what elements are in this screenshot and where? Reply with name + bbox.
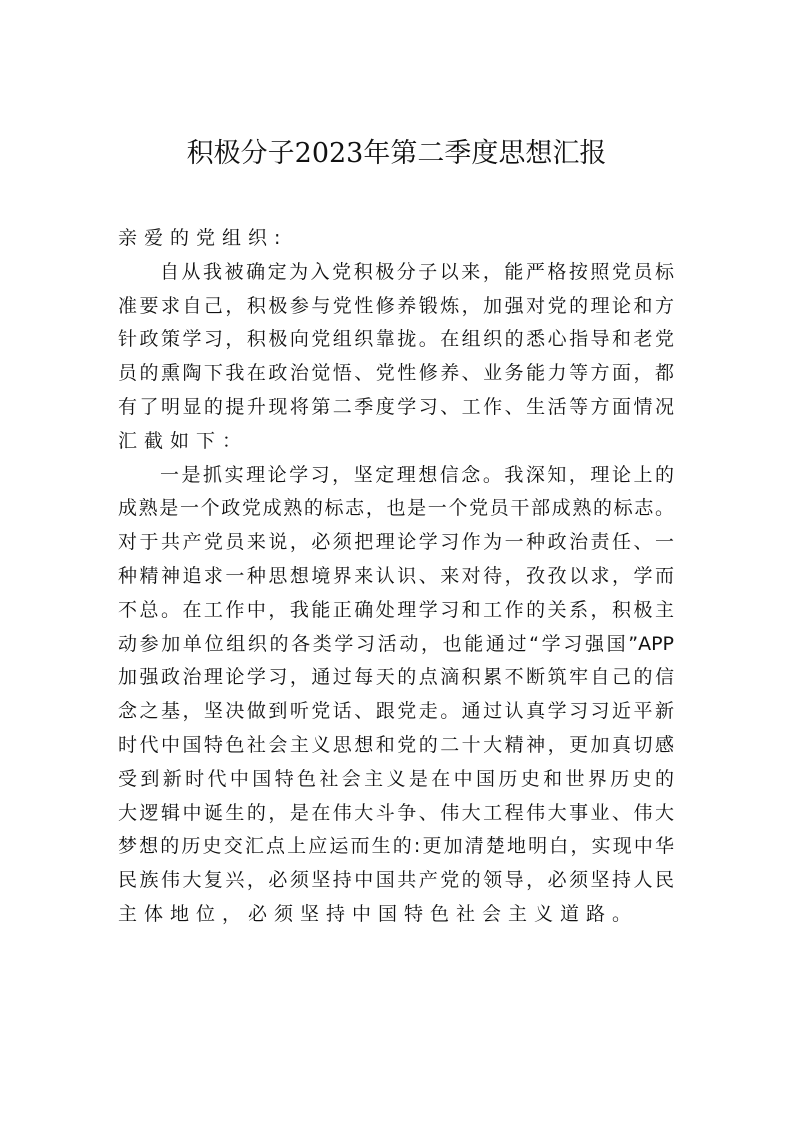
document-title: 积极分子2023年第二季度思想汇报 [186, 138, 607, 169]
paragraph-line: 加强政治理论学习，通过每天的点滴积累不断筑牢自己的信 [118, 666, 674, 689]
paragraph-line: 种精神追求一种思想境界来认识、来对待，孜孜以求，学而 [118, 564, 674, 587]
paragraph-line: 针政策学习，积极向党组织靠拢。在组织的悉心指导和老党 [118, 328, 674, 351]
paragraph-line: 动参加单位组织的各类学习活动，也能通过“学习强国”APP [118, 632, 674, 655]
paragraph-1 [118, 256, 674, 459]
paragraph-line: 受到新时代中国特色社会主义是在中国历史和世界历史的 [118, 767, 674, 790]
document-body [118, 222, 674, 932]
paragraph-line: 成熟是一个政党成熟的标志，也是一个党员干部成熟的标志。 [118, 497, 674, 520]
paragraph-line: 梦想的历史交汇点上应运而生的:更加清楚地明白，实现中华 [118, 835, 674, 858]
paragraph-line: 汇截如下： [118, 429, 249, 452]
paragraph-line: 不总。在工作中，我能正确处理学习和工作的关系，积极主 [118, 598, 674, 621]
paragraph-line: 准要求自己，积极参与党性修养锻炼，加强对党的理论和方 [118, 294, 674, 317]
paragraph-line: 民族伟大复兴，必须坚持中国共产党的领导，必须坚持人民 [118, 869, 674, 892]
paragraph-line: 主体地位，必须坚持中国特色社会主义道路。 [118, 902, 639, 925]
paragraph-line: 时代中国特色社会主义思想和党的二十大精神，更加真切感 [118, 733, 674, 756]
paragraph-line: 大逻辑中诞生的，是在伟大斗争、伟大工程伟大事业、伟大 [118, 801, 674, 824]
paragraph-line: 有了明显的提升现将第二季度学习、工作、生活等方面情况 [118, 395, 674, 418]
paragraph-line: 一是抓实理论学习，坚定理想信念。我深知，理论上的 [160, 463, 674, 486]
paragraph-2 [118, 459, 674, 932]
paragraph-line: 自从我被确定为入党积极分子以来，能严格按照党员标 [160, 260, 674, 283]
paragraph-line: 对于共产党员来说，必须把理论学习作为一种政治责任、一 [118, 531, 674, 554]
paragraph-line: 员的熏陶下我在政治觉悟、党性修养、业务能力等方面，都 [118, 362, 674, 385]
paragraph-line: 念之基，坚决做到听党话、跟党走。通过认真学习习近平新 [118, 700, 674, 723]
salutation: 亲爱的党组织: [118, 227, 288, 249]
